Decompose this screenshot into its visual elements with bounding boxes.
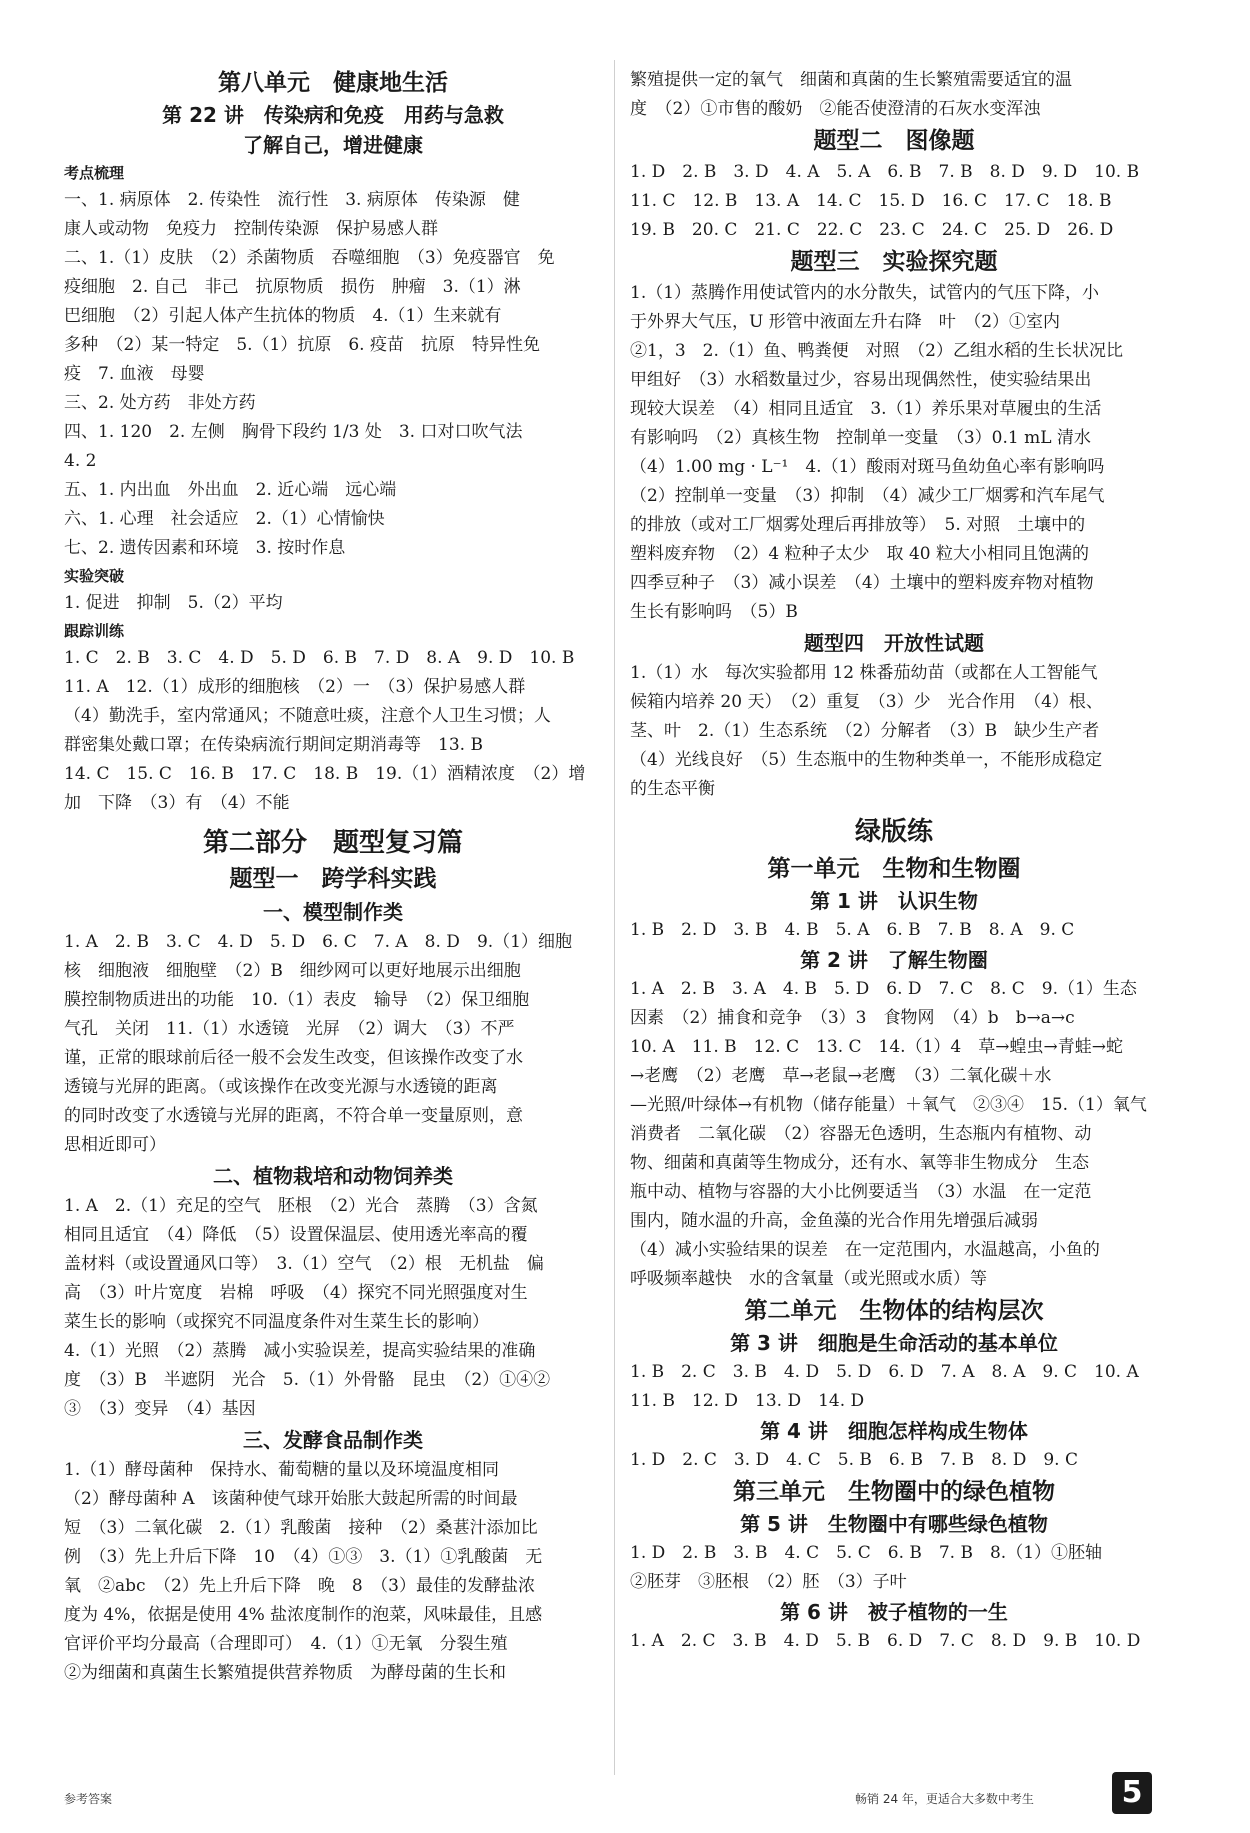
type-heading: 题型二 图像题 (813, 128, 975, 154)
lesson-heading: 第 5 讲 生物圈中有哪些绿色植物 (740, 1512, 1048, 1536)
lesson-heading: 第 2 讲 了解生物圈 (800, 948, 988, 972)
answer-line: 1.（1）酵母菌种 保持水、葡萄糖的量以及环境温度相同 (64, 1460, 500, 1480)
answer-line: 1. D 2. B 3. B 4. C 5. C 6. B 7. B 8.（1）①胚轴 (630, 1543, 1103, 1563)
answer-line: 1. B 2. D 3. B 4. B 5. A 6. B 7. B 8. A 9. C (630, 920, 1075, 940)
answer-line: 谨，正常的眼球前后径一般不会发生改变，但该操作改变了水 (64, 1048, 523, 1068)
answer-line: 度 （3）B 半遮阴 光合 5.（1）外骨骼 昆虫 （2）①④② (64, 1370, 551, 1390)
answer-line: 1. A 2. C 3. B 4. D 5. B 6. D 7. C 8. D 9. B 10. D (630, 1631, 1141, 1651)
column-divider (614, 60, 615, 1775)
answer-line: 现较大误差 （4）相同且适宜 3.（1）养乐果对草履虫的生活 (630, 399, 1102, 419)
answer-line: 生长有影响吗 （5）B (630, 602, 798, 622)
answer-line: 1. B 2. C 3. B 4. D 5. D 6. D 7. A 8. A 9. C 10. A (630, 1362, 1139, 1382)
unit-heading: 第八单元 健康地生活 (218, 70, 448, 96)
answer-line: 1. D 2. B 3. D 4. A 5. A 6. B 7. B 8. D 9. D 10. B (630, 162, 1140, 182)
type-heading: 题型三 实验探究题 (790, 249, 998, 275)
answer-line: 核 细胞液 细胞壁 （2）B 细纱网可以更好地展示出细胞 (64, 961, 521, 981)
answer-line: 加 下降 （3）有 （4）不能 (64, 793, 290, 813)
answer-line: 围内，随水温的升高，金鱼藻的光合作用先增强后减弱 (630, 1211, 1038, 1231)
answer-line: 五、1. 内出血 外出血 2. 近心端 远心端 (64, 480, 397, 500)
answer-line: 4.（1）光照 （2）蒸腾 减小实验误差，提高实验结果的准确 (64, 1341, 536, 1361)
answer-line: 的排放（或对工厂烟雾处理后再排放等） 5. 对照 土壤中的 (630, 515, 1086, 535)
answer-line: 繁殖提供一定的氧气 细菌和真菌的生长繁殖需要适宜的温 (630, 70, 1072, 90)
unit-heading: 第一单元 生物和生物圈 (767, 856, 1021, 882)
answer-line: 高 （3）叶片宽度 岩棉 呼吸 （4）探究不同光照强度对生 (64, 1283, 528, 1303)
answer-line: 11. A 12.（1）成形的细胞核 （2）一 （3）保护易感人群 (64, 677, 526, 697)
answer-line: ②为细菌和真菌生长繁殖提供营养物质 为酵母菌的生长和 (64, 1663, 506, 1683)
answer-line: →老鹰 （2）老鹰 草→老鼠→老鹰 （3）二氧化碳＋水 (630, 1066, 1052, 1086)
answer-line: 一、1. 病原体 2. 传染性 流行性 3. 病原体 传染源 健 (64, 190, 520, 210)
section-label: 实验突破 (64, 567, 125, 585)
answer-line: 疫细胞 2. 自己 非己 抗原物质 损伤 肿瘤 3.（1）淋 (64, 277, 521, 297)
answer-line: 4. 2 (64, 451, 97, 471)
answer-line: 度 （2）①市售的酸奶 ②能否使澄清的石灰水变浑浊 (630, 99, 1041, 119)
lesson-heading: 第 1 讲 认识生物 (810, 889, 978, 913)
unit-heading: 第二单元 生物体的结构层次 (744, 1298, 1044, 1324)
answer-line: 有影响吗 （2）真核生物 控制单一变量 （3）0.1 mL 清水 (630, 428, 1091, 448)
answer-line: （2）酵母菌种 A 该菌种使气球开始胀大鼓起所需的时间最 (64, 1489, 518, 1509)
right-column (630, 66, 1158, 1656)
answer-line: 1.（1）水 每次实验都用 12 株番茄幼苗（或都在人工智能气 (630, 663, 1098, 683)
sub-heading: 二、植物栽培和动物饲养类 (213, 1164, 453, 1188)
answer-line: 因素 （2）捕食和竞争 （3）3 食物网 （4）b b→a→c (630, 1008, 1075, 1028)
answer-line: 多种 （2）某一特定 5.（1）抗原 6. 疫苗 抗原 特异性免 (64, 335, 540, 355)
lesson-heading: 了解自己，增进健康 (243, 133, 423, 157)
answer-line: ②1，3 2.（1）鱼、鸭粪便 对照 （2）乙组水稻的生长状况比 (630, 341, 1123, 361)
answer-line: 塑料废弃物 （2）4 粒种子太少 取 40 粒大小相同且饱满的 (630, 544, 1089, 564)
lesson-heading: 第 4 讲 细胞怎样构成生物体 (760, 1419, 1028, 1443)
answer-line: 1. A 2.（1）充足的空气 胚根 （2）光合 蒸腾 （3）含氮 (64, 1196, 538, 1216)
lesson-heading: 第 22 讲 传染病和免疫 用药与急救 (162, 103, 504, 127)
answer-line: ②胚芽 ③胚根 （2）胚 （3）子叶 (630, 1572, 907, 1592)
part-heading: 第二部分 题型复习篇 (202, 828, 463, 858)
section-label: 考点梳理 (64, 164, 125, 182)
lesson-heading: 第 6 讲 被子植物的一生 (780, 1600, 1008, 1624)
answer-line: 膜控制物质进出的功能 10.（1）表皮 输导 （2）保卫细胞 (64, 990, 530, 1010)
answer-line: 相同且适宜 （4）降低 （5）设置保温层、使用透光率高的覆 (64, 1225, 528, 1245)
answer-line: 的生态平衡 (630, 779, 715, 799)
answer-line: 官评价平均分最高（合理即可） 4.（1）①无氧 分裂生殖 (64, 1634, 508, 1654)
answer-line: 四、1. 120 2. 左侧 胸骨下段约 1/3 处 3. 口对口吹气法 (64, 422, 523, 442)
answer-line: 1. A 2. B 3. C 4. D 5. D 6. C 7. A 8. D 9.（1）细胞 (64, 932, 572, 952)
answer-line: 10. A 11. B 12. C 13. C 14.（1）4 草→蝗虫→青蛙→蛇 (630, 1037, 1123, 1057)
answer-line: 度为 4%，依据是使用 4% 盐浓度制作的泡菜，风味最佳，且感 (64, 1605, 543, 1625)
answer-line: 氧 ②abc （2）先上升后下降 晚 8 （3）最佳的发酵盐浓 (64, 1576, 535, 1596)
footer-left-label: 参考答案 (64, 1792, 113, 1806)
answer-line: （4）勤洗手，室内常通风；不随意吐痰，注意个人卫生习惯；人 (64, 706, 551, 726)
answer-line: 思相近即可） (64, 1135, 166, 1155)
answer-line: 1. D 2. C 3. D 4. C 5. B 6. B 7. B 8. D 9. C (630, 1450, 1079, 1470)
type-heading: 题型一 跨学科实践 (229, 866, 437, 892)
answer-line: 巴细胞 （2）引起人体产生抗体的物质 4.（1）生来就有 (64, 306, 502, 326)
left-column (64, 66, 602, 1688)
sub-heading: 题型四 开放性试题 (804, 631, 984, 655)
answer-line: 茎、叶 2.（1）生态系统 （2）分解者 （3）B 缺少生产者 (630, 721, 1100, 741)
answer-line: 1. 促进 抑制 5.（2）平均 (64, 593, 283, 613)
answer-line: 短 （3）二氧化碳 2.（1）乳酸菌 接种 （2）桑葚汁添加比 (64, 1518, 538, 1538)
answer-line: 消费者 二氧化碳 （2）容器无色透明，生态瓶内有植物、动 (630, 1124, 1092, 1144)
answer-line: 1.（1）蒸腾作用使试管内的水分散失，试管内的气压下降，小 (630, 283, 1100, 303)
answer-line: 七、2. 遗传因素和环境 3. 按时作息 (64, 538, 346, 558)
answer-line: 于外界大气压，U 形管中液面左升右降 叶 （2）①室内 (630, 312, 1061, 332)
answer-line: 盖材料（或设置通风口等） 3.（1）空气 （2）根 无机盐 偏 (64, 1254, 544, 1274)
answer-line: 四季豆种子 （3）减小误差 （4）土壤中的塑料废弃物对植物 (630, 573, 1094, 593)
sub-heading: 三、发酵食品制作类 (243, 1428, 423, 1452)
answer-line: 透镜与光屏的距离。（或该操作在改变光源与水透镜的距离 (64, 1077, 498, 1097)
answer-line: 菜生长的影响（或探究不同温度条件对生菜生长的影响） (64, 1312, 489, 1332)
answer-line: 物、细菌和真菌等生物成分，还有水、氧等非生物成分 生态 (630, 1153, 1089, 1173)
footer-slogan: 畅销 24 年，更适合大多数中考生 (855, 1792, 1034, 1806)
answer-line: 甲组好 （3）水稻数量过少，容易出现偶然性，使实验结果出 (630, 370, 1092, 390)
answer-line: 群密集处戴口罩；在传染病流行期间定期消毒等 13. B (64, 735, 483, 755)
page-number: 5 (1112, 1772, 1152, 1814)
answer-line: —光照/叶绿体→有机物（储存能量）＋氧气 ②③④ 15.（1）氧气 (630, 1095, 1147, 1115)
answer-line: 康人或动物 免疫力 控制传染源 保护易感人群 (64, 219, 438, 239)
answer-line: 候箱内培养 20 天） （2）重复 （3）少 光合作用 （4）根、 (630, 692, 1103, 712)
answer-line: 19. B 20. C 21. C 22. C 23. C 24. C 25. D 26. D (630, 220, 1114, 240)
answer-line: 瓶中动、植物与容器的大小比例要适当 （3）水温 在一定范 (630, 1182, 1092, 1202)
answer-line: 14. C 15. C 16. B 17. C 18. B 19.（1）酒精浓度 （2）增 (64, 764, 586, 784)
section-title: 绿版练 (854, 817, 933, 847)
answer-line: ③ （3）变异 （4）基因 (64, 1399, 256, 1419)
lesson-heading: 第 3 讲 细胞是生命活动的基本单位 (730, 1331, 1058, 1355)
answer-line: 11. B 12. D 13. D 14. D (630, 1391, 865, 1411)
answer-line: 1. C 2. B 3. C 4. D 5. D 6. B 7. D 8. A 9. D 10. B (64, 648, 575, 668)
answer-line: 三、2. 处方药 非处方药 (64, 393, 256, 413)
answer-line: 11. C 12. B 13. A 14. C 15. D 16. C 17. C 18. B (630, 191, 1112, 211)
answer-line: 疫 7. 血液 母婴 (64, 364, 205, 384)
sub-heading: 一、模型制作类 (263, 900, 403, 924)
answer-line: 呼吸频率越快 水的含氧量（或光照或水质）等 (630, 1269, 987, 1289)
answer-line: （4）光线良好 （5）生态瓶中的生物种类单一，不能形成稳定 (630, 750, 1103, 770)
answer-line: （4）减小实验结果的误差 在一定范围内，水温越高，小鱼的 (630, 1240, 1100, 1260)
answer-line: 1. A 2. B 3. A 4. B 5. D 6. D 7. C 8. C 9.（1）生态 (630, 979, 1137, 999)
answer-line: 气孔 关闭 11.（1）水透镜 光屏 （2）调大 （3）不严 (64, 1019, 515, 1039)
answer-line: 二、1.（1）皮肤 （2）杀菌物质 吞噬细胞 （3）免疫器官 免 (64, 248, 555, 268)
answer-line: （4）1.00 mg · L⁻¹ 4.（1）酸雨对斑马鱼幼鱼心率有影响吗 (630, 457, 1105, 477)
section-label: 跟踪训练 (64, 622, 125, 640)
answer-line: （2）控制单一变量 （3）抑制 （4）减少工厂烟雾和汽车尾气 (630, 486, 1105, 506)
answer-line: 六、1. 心理 社会适应 2.（1）心情愉快 (64, 509, 385, 529)
answer-line: 例 （3）先上升后下降 10 （4）①③ 3.（1）①乳酸菌 无 (64, 1547, 543, 1567)
answer-line: 的同时改变了水透镜与光屏的距离，不符合单一变量原则，意 (64, 1106, 523, 1126)
unit-heading: 第三单元 生物圈中的绿色植物 (733, 1479, 1055, 1505)
